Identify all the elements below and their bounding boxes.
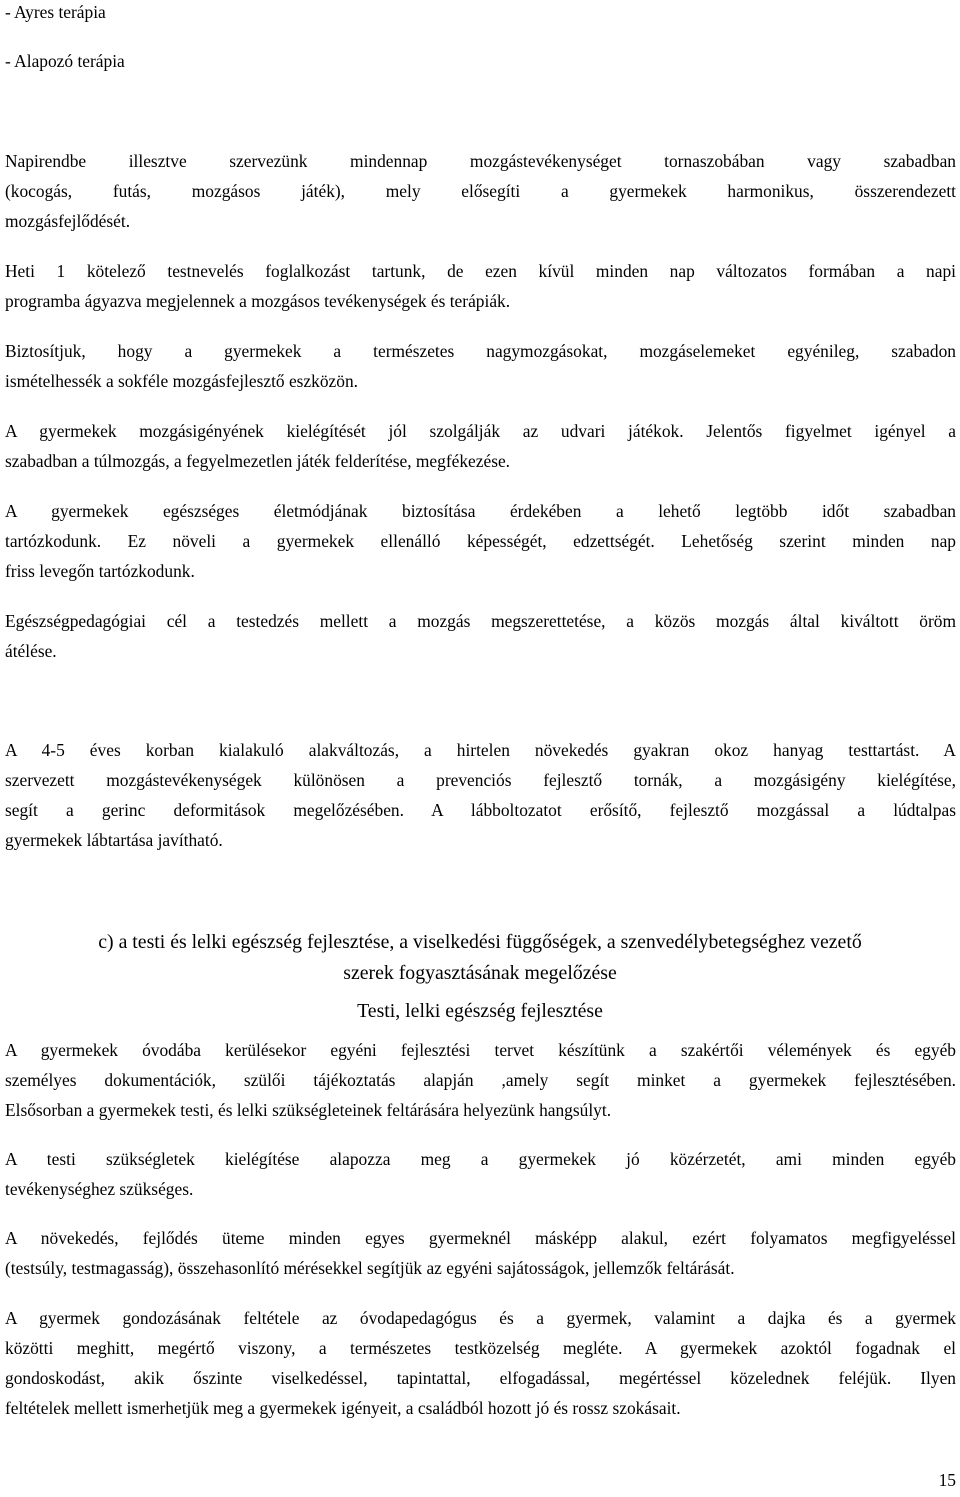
paragraph-line: friss levegőn tartózkodunk.: [5, 561, 195, 581]
paragraph-line: Napirendbe illesztve szervezünk mindennap mozgástevékenységet tornaszobában vagy szabadban: [5, 151, 956, 171]
paragraph-line: A gyermekek mozgásigényének kielégítését jól szolgálják az udvari játékok. Jelentős figyelmet igényel a: [5, 421, 956, 441]
paragraph-line: szervezett mozgástevékenységek különösen a prevenciós fejlesztő tornák, a mozgásigény kielégítése,: [5, 770, 956, 790]
paragraph-line: Elsősorban a gyermekek testi, és lelki szükségleteinek feltárására helyezünk hangsúlyt.: [5, 1100, 612, 1120]
paragraph-line: gyermekek lábtartása javítható.: [5, 830, 223, 850]
paragraph-line: mozgásfejlődését.: [5, 211, 131, 231]
list-item: - Alapozó terápia: [5, 51, 125, 71]
paragraph-line: programba ágyazva megjelennek a mozgásos tevékenységek és terápiák.: [5, 291, 511, 311]
paragraph-line: A gyermekek óvodába kerülésekor egyéni fejlesztési tervet készítünk a szakértői vélemények és egyéb: [5, 1040, 956, 1060]
section-subtitle: Testi, lelki egészség fejlesztése: [357, 1000, 603, 1022]
paragraph-line: közötti meghitt, megértő viszony, a természetes testközelség megléte. A gyermekek azoktól fogadnak el: [5, 1338, 956, 1358]
paragraph-line: Heti 1 kötelező testnevelés foglalkozást tartunk, de ezen kívül minden nap változatos formában a napi: [5, 261, 956, 281]
paragraph-line: Biztosítjuk, hogy a gyermekek a természetes nagymozgásokat, mozgáselemeket egyénileg, szabadon: [5, 341, 956, 361]
paragraph-line: átélése.: [5, 641, 57, 661]
paragraph-line: tevékenységhez szükséges.: [5, 1179, 194, 1199]
paragraph-line: (kocogás, futás, mozgásos játék), mely elősegíti a gyermekek harmonikus, összerendezett: [5, 181, 956, 201]
paragraph-line: (testsúly, testmagasság), összehasonlító mérésekkel segítjük az egyéni sajátosságok, jellemzők feltárását.: [5, 1258, 735, 1278]
paragraph-line: feltételek mellett ismerhetjük meg a gyermekek igényeit, a családból hozott jó és rossz szokásait.: [5, 1398, 681, 1418]
section-heading-line: c) a testi és lelki egészség fejlesztése, a viselkedési függőségek, a szenvedélybetegséghez vezető: [98, 931, 862, 953]
paragraph-line: A növekedés, fejlődés üteme minden egyes gyermeknél másképp alakul, ezért folyamatos megfigyeléssel: [5, 1228, 956, 1248]
paragraph-line: ismételhessék a sokféle mozgásfejlesztő eszközön.: [5, 371, 359, 391]
paragraph-line: személyes dokumentációk, szülői tájékoztatás alapján ,amely segít minket a gyermekek fejlesztésében.: [5, 1070, 956, 1090]
paragraph-line: A gyermekek egészséges életmódjának biztosítása érdekében a lehető legtöbb időt szabadban: [5, 501, 956, 521]
paragraph-line: A gyermek gondozásának feltétele az óvodapedagógus és a gyermek, valamint a dajka és a gyermek: [5, 1308, 956, 1328]
paragraph-line: szabadban a túlmozgás, a fegyelmezetlen játék felderítése, megfékezése.: [5, 451, 511, 471]
section-heading-line: szerek fogyasztásának megelőzése: [343, 962, 617, 984]
paragraph-line: A 4-5 éves korban kialakuló alakváltozás, a hirtelen növekedés gyakran okoz hanyag testtartást. A: [5, 740, 956, 760]
page-number: 15: [938, 1470, 956, 1490]
paragraph-line: tartózkodunk. Ez növeli a gyermekek ellenálló képességét, edzettségét. Lehetőség szerint minden nap: [5, 531, 956, 551]
paragraph-line: A testi szükségletek kielégítése alapozza meg a gyermekek jó közérzetét, ami minden egyéb: [5, 1149, 956, 1169]
paragraph-line: gondoskodást, akik őszinte viselkedéssel, tapintattal, elfogadással, megértéssel közelednek feléjük. Ilyen: [5, 1368, 956, 1388]
paragraph-line: segít a gerinc deformitások megelőzésében. A lábboltozatot erősítő, fejlesztő mozgással a lúdtalpas: [5, 800, 956, 820]
paragraph-line: Egészségpedagógiai cél a testedzés mellett a mozgás megszerettetése, a közös mozgás által kiváltott öröm: [5, 611, 956, 631]
list-item: - Ayres terápia: [5, 2, 106, 22]
